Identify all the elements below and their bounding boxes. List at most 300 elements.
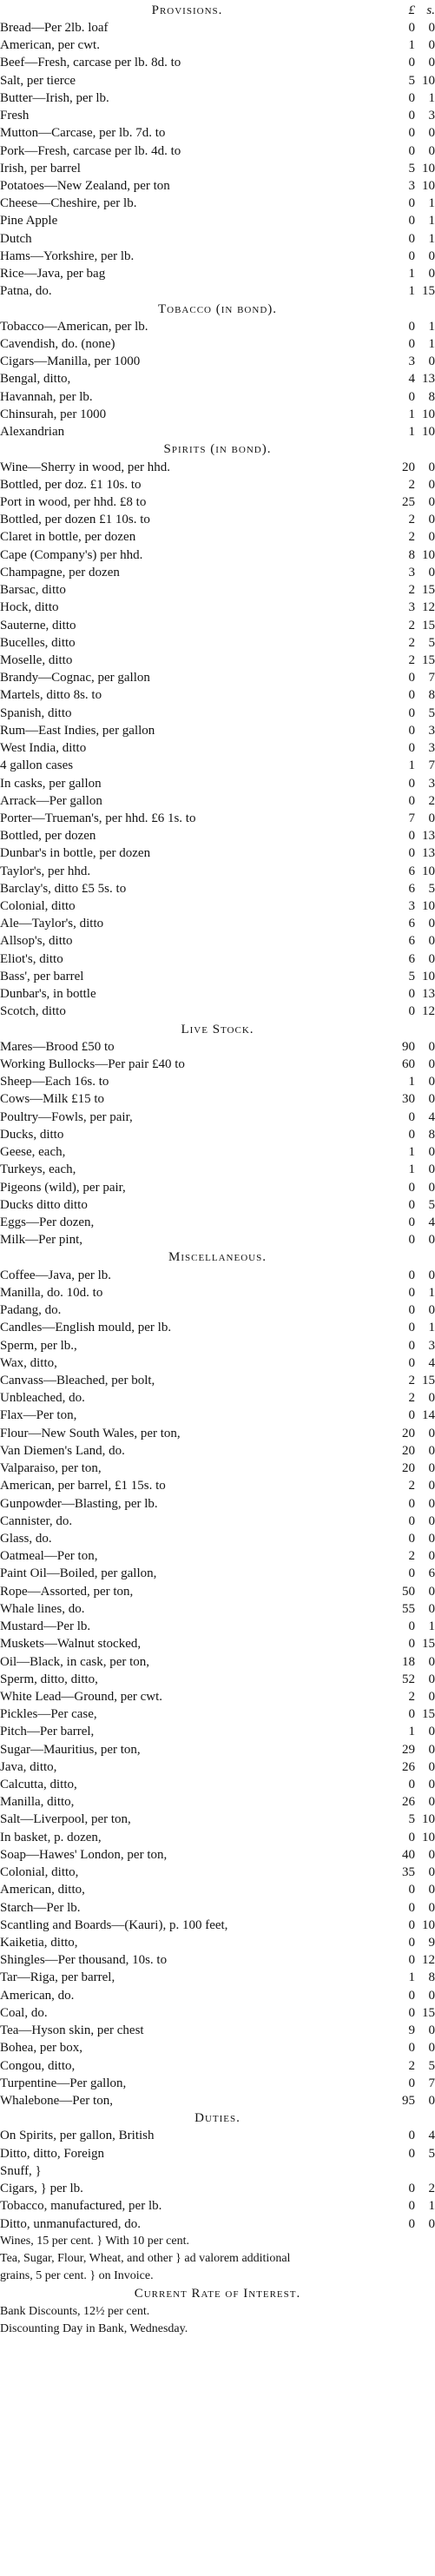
price-row (0, 2004, 435, 2022)
price-pounds: 0 (408, 1778, 415, 1791)
price-shillings: 0 (428, 1742, 435, 1757)
item-description: Sugar—Mauritius, per ton, (0, 1742, 141, 1757)
price-pounds: 5 (408, 969, 415, 983)
price-row (0, 1530, 435, 1547)
price-row (0, 1565, 435, 1582)
price-shillings: 0 (428, 1847, 435, 1862)
price-row (0, 2162, 435, 2180)
item-description: Porter—Trueman's, per hhd. £6 1s. to (0, 811, 196, 825)
price-pounds: 0 (408, 126, 415, 141)
price-pounds: 9 (408, 2023, 415, 2038)
price-pounds: 0 (408, 1936, 415, 1950)
item-description: American, ditto, (0, 1883, 85, 1897)
price-pounds: 0 (408, 1988, 415, 2003)
price-shillings: 0 (428, 1180, 435, 1195)
price-shillings: 0 (428, 1601, 435, 1616)
price-pounds: 0 (408, 776, 415, 791)
price-pounds: 0 (408, 1109, 415, 1124)
price-row (0, 1758, 435, 1776)
item-description: Wines, 15 per cent. } With 10 per cent. (0, 2234, 189, 2248)
item-description: Eliot's, ditto (0, 951, 63, 966)
price-pounds: 0 (408, 56, 415, 70)
item-description: Flour—New South Wales, per ton, (0, 1426, 181, 1440)
price-shillings: 0 (428, 143, 435, 158)
price-pounds: 0 (408, 2199, 415, 2214)
price-pounds: 2 (408, 1373, 415, 1387)
item-description: Unbleached, do. (0, 1391, 85, 1406)
price-row (0, 2197, 435, 2215)
item-description: Whalebone—Per ton, (0, 2094, 113, 2108)
item-description: Snuff, } (0, 2163, 42, 2178)
price-row (0, 1284, 435, 1301)
price-shillings: 9 (428, 1936, 435, 1950)
price-shillings: 15 (422, 284, 435, 299)
item-description: Pine Apple (0, 214, 58, 228)
price-pounds: 5 (408, 161, 415, 175)
price-shillings: 1 (428, 1619, 435, 1633)
price-row (0, 353, 435, 370)
item-description: Paint Oil—Boiled, per gallon, (0, 1566, 157, 1581)
price-shillings: 7 (428, 671, 435, 685)
price-pounds: 1 (408, 758, 415, 773)
item-description: Coal, do. (0, 2005, 48, 2020)
price-pounds: 2 (408, 1549, 415, 1564)
item-description: Pigeons (wild), per pair, (0, 1180, 126, 1195)
price-shillings: 4 (428, 1109, 435, 1124)
price-pounds: 0 (408, 1180, 415, 1195)
section-title: Spirits (in bond). (163, 442, 272, 457)
price-pounds: 0 (408, 2005, 415, 2020)
item-description: Barclay's, ditto £5 5s. to (0, 881, 127, 896)
item-description: Tea, Sugar, Flour, Wheat, and other } ad valorem additional (0, 2251, 291, 2265)
price-pounds: 0 (408, 90, 415, 105)
price-pounds: 1 (408, 267, 415, 281)
price-shillings: 10 (422, 1917, 435, 1932)
price-row (0, 406, 435, 423)
price-shillings: 0 (428, 1900, 435, 1915)
price-pounds: 1 (408, 407, 415, 421)
price-shillings: 3 (428, 109, 435, 123)
price-row (0, 1513, 435, 1530)
price-row (0, 1917, 435, 1934)
price-shillings: 0 (428, 38, 435, 53)
price-shillings: 0 (428, 1513, 435, 1528)
price-row (0, 1161, 435, 1178)
price-row (0, 36, 435, 54)
item-description: American, do. (0, 1988, 75, 2003)
price-pounds: 1 (408, 1145, 415, 1160)
price-shillings: 0 (428, 1443, 435, 1458)
price-row (0, 827, 435, 844)
price-row (0, 282, 435, 300)
price-row (0, 722, 435, 739)
price-row (0, 1337, 435, 1354)
price-pounds: 40 (402, 1847, 415, 1862)
item-description: Glass, do. (0, 1531, 52, 1546)
price-row (0, 1460, 435, 1477)
section-heading (0, 1021, 435, 1038)
note-line (0, 2233, 435, 2250)
item-description: Cigars, } per lb. (0, 2182, 83, 2196)
price-shillings: 10 (422, 407, 435, 421)
price-pounds: 7 (408, 811, 415, 825)
price-shillings: 0 (428, 934, 435, 949)
item-description: Sperm, per lb., (0, 1338, 77, 1353)
item-description: American, per cwt. (0, 38, 100, 53)
price-pounds: 0 (408, 1285, 415, 1300)
item-description: Dunbar's in bottle, per dozen (0, 846, 151, 861)
item-description: Salt, per tierce (0, 73, 76, 88)
price-shillings: 0 (428, 565, 435, 579)
price-pounds: 6 (408, 864, 415, 878)
price-pounds: 0 (408, 1619, 415, 1633)
price-row (0, 1881, 435, 1898)
item-description: Tobacco, manufactured, per lb. (0, 2199, 162, 2214)
price-shillings: 0 (428, 1883, 435, 1897)
price-row (0, 1090, 435, 1108)
price-shillings: 15 (422, 1707, 435, 1722)
price-shillings: 0 (428, 1795, 435, 1810)
item-description: Bread—Per 2lb. loaf (0, 21, 109, 35)
price-row (0, 1899, 435, 1917)
price-row (0, 1143, 435, 1161)
item-description: Bass', per barrel (0, 969, 84, 983)
item-description: Wine—Sherry in wood, per hhd. (0, 460, 171, 474)
price-pounds: 2 (408, 1689, 415, 1704)
price-pounds: 0 (408, 1355, 415, 1370)
price-shillings: 3 (428, 741, 435, 755)
item-description: Manilla, do. 10d. to (0, 1285, 103, 1300)
item-description: Potatoes—New Zealand, per ton (0, 179, 170, 193)
price-pounds: 3 (408, 179, 415, 193)
price-shillings: 0 (428, 1075, 435, 1089)
price-pounds: 0 (408, 1408, 415, 1423)
provisions-header (0, 2, 435, 19)
price-pounds: 0 (408, 1215, 415, 1229)
price-pounds: 20 (402, 1443, 415, 1458)
price-row (0, 1179, 435, 1196)
price-shillings: 15 (422, 1373, 435, 1387)
price-row (0, 915, 435, 932)
price-shillings: 1 (428, 196, 435, 211)
price-row (0, 1407, 435, 1424)
price-pounds: 0 (408, 688, 415, 703)
price-shillings: 7 (428, 758, 435, 773)
item-description: White Lead—Ground, per cwt. (0, 1689, 163, 1704)
price-shillings: 1 (428, 90, 435, 105)
price-row (0, 459, 435, 476)
price-pounds: 2 (408, 513, 415, 527)
price-shillings: 0 (428, 1092, 435, 1107)
item-description: Milk—Per pint, (0, 1233, 83, 1248)
price-shillings: 10 (422, 1812, 435, 1827)
price-shillings: 0 (428, 1039, 435, 1054)
price-row (0, 528, 435, 546)
price-shillings: 12 (422, 1004, 435, 1019)
price-shillings: 10 (422, 1830, 435, 1844)
price-shillings: 10 (422, 161, 435, 175)
page-title: Provisions. (151, 3, 223, 17)
price-shillings: 5 (428, 1197, 435, 1212)
price-pounds: 0 (408, 1233, 415, 1248)
price-pounds: 0 (408, 21, 415, 35)
price-shillings: 0 (428, 248, 435, 263)
price-row (0, 2075, 435, 2092)
price-row (0, 1056, 435, 1073)
price-row (0, 775, 435, 792)
price-row (0, 2145, 435, 2162)
price-row (0, 160, 435, 177)
price-pounds: 3 (408, 899, 415, 913)
price-row (0, 985, 435, 1003)
price-pounds: 1 (408, 38, 415, 53)
item-description: Muskets—Walnut stocked, (0, 1637, 142, 1652)
item-description: Turpentine—Per gallon, (0, 2076, 127, 2090)
item-description: 4 gallon cases (0, 758, 74, 773)
price-row (0, 1425, 435, 1442)
price-row (0, 370, 435, 387)
price-pounds: 1 (408, 425, 415, 440)
price-row (0, 932, 435, 950)
item-description: Rope—Assorted, per ton, (0, 1584, 134, 1599)
price-shillings: 0 (428, 1759, 435, 1774)
price-row (0, 1109, 435, 1126)
item-description: Tar—Riga, per barrel, (0, 1970, 115, 1985)
item-description: Scantling and Boards—(Kauri), p. 100 feet, (0, 1917, 228, 1932)
price-pounds: 0 (408, 1513, 415, 1528)
item-description: Hams—Yorkshire, per lb. (0, 248, 135, 263)
price-shillings: 10 (422, 73, 435, 88)
price-pounds: 0 (408, 1303, 415, 1318)
item-description: Salt—Liverpool, per ton, (0, 1812, 131, 1827)
item-description: Brandy—Cognac, per gallon (0, 671, 150, 685)
price-shillings: 0 (428, 1057, 435, 1071)
item-description: West India, ditto (0, 741, 87, 755)
price-row (0, 1073, 435, 1090)
item-description: Soap—Hawes' London, per ton, (0, 1847, 168, 1862)
item-description: Cows—Milk £15 to (0, 1092, 105, 1107)
price-pounds: 50 (402, 1584, 415, 1599)
price-row (0, 810, 435, 827)
price-shillings: 0 (428, 811, 435, 825)
price-shillings: 8 (428, 688, 435, 703)
price-pounds: 0 (408, 1883, 415, 1897)
price-pounds: 35 (402, 1865, 415, 1880)
price-pounds: 29 (402, 1742, 415, 1757)
price-shillings: 0 (428, 1391, 435, 1406)
price-row (0, 1846, 435, 1864)
price-row (0, 1495, 435, 1513)
item-description: Bottled, per dozen £1 10s. to (0, 513, 150, 527)
item-description: Irish, per barrel (0, 161, 81, 175)
price-pounds: 6 (408, 881, 415, 896)
price-pounds: 3 (408, 354, 415, 369)
price-row (0, 757, 435, 774)
item-description: Pork—Fresh, carcase per lb. 4d. to (0, 143, 181, 158)
section-title: Current Rate of Interest. (134, 2287, 301, 2301)
item-description: Hock, ditto (0, 600, 59, 615)
price-pounds: 0 (408, 214, 415, 228)
price-shillings: 0 (428, 354, 435, 369)
price-shillings: 13 (422, 829, 435, 844)
price-pounds: 1 (408, 1725, 415, 1739)
item-description: Claret in bottle, per dozen (0, 530, 136, 545)
price-row (0, 493, 435, 511)
item-description: Calcutta, ditto, (0, 1778, 77, 1791)
item-description: Valparaiso, per ton, (0, 1461, 102, 1475)
price-row (0, 89, 435, 107)
price-shillings: 0 (428, 1549, 435, 1564)
item-description: Moselle, ditto (0, 652, 73, 667)
price-shillings: 0 (428, 1426, 435, 1440)
price-shillings: 1 (428, 231, 435, 246)
item-description: Pickles—Per case, (0, 1707, 97, 1722)
price-pounds: 0 (408, 705, 415, 720)
item-description: Ditto, unmanufactured, do. (0, 2216, 142, 2231)
price-shillings: 1 (428, 337, 435, 351)
item-description: Padang, do. (0, 1303, 62, 1318)
price-row (0, 634, 435, 652)
price-row (0, 1126, 435, 1143)
price-shillings: 13 (422, 372, 435, 387)
price-shillings: 0 (428, 477, 435, 492)
item-description: Oil—Black, in cask, per ton, (0, 1654, 150, 1669)
price-row (0, 1600, 435, 1618)
section-heading (0, 2109, 435, 2127)
price-shillings: 15 (422, 618, 435, 632)
price-shillings: 8 (428, 389, 435, 404)
item-description: Congou, ditto, (0, 2058, 76, 2073)
item-description: American, per barrel, £1 15s. to (0, 1479, 166, 1493)
price-row (0, 1477, 435, 1494)
price-shillings: 8 (428, 1970, 435, 1985)
price-shillings: 10 (422, 179, 435, 193)
price-pounds: 2 (408, 618, 415, 632)
price-pounds: 0 (408, 2129, 415, 2143)
price-shillings: 15 (422, 583, 435, 597)
item-description: Flax—Per ton, (0, 1408, 77, 1423)
price-pounds: 20 (402, 1461, 415, 1475)
price-row (0, 72, 435, 89)
price-shillings: 0 (428, 1584, 435, 1599)
price-row (0, 1547, 435, 1565)
price-shillings: 0 (428, 917, 435, 931)
price-shillings: 14 (422, 1408, 435, 1423)
item-description: Java, ditto, (0, 1759, 57, 1774)
price-row (0, 1829, 435, 1846)
price-shillings: 0 (428, 1988, 435, 2003)
price-shillings: 6 (428, 1566, 435, 1581)
price-pounds: 26 (402, 1795, 415, 1810)
price-pounds: 0 (408, 793, 415, 808)
item-description: Dutch (0, 231, 32, 246)
price-row (0, 564, 435, 581)
price-pounds: 0 (408, 1531, 415, 1546)
price-pounds: 90 (402, 1039, 415, 1054)
item-description: Bengal, ditto, (0, 372, 71, 387)
price-pounds: 0 (408, 389, 415, 404)
item-description: Allsop's, ditto (0, 934, 73, 949)
price-pounds: 0 (408, 741, 415, 755)
item-description: Shingles—Per thousand, 10s. to (0, 1953, 168, 1968)
item-description: Poultry—Fowls, per pair, (0, 1109, 133, 1124)
item-description: Mustard—Per lb. (0, 1619, 91, 1633)
item-description: Arrack—Per gallon (0, 793, 102, 808)
price-shillings: 1 (428, 214, 435, 228)
price-row (0, 1934, 435, 1951)
price-shillings: 3 (428, 776, 435, 791)
section-title: Miscellaneous. (168, 1250, 267, 1265)
price-pounds: 6 (408, 951, 415, 966)
price-pounds: 0 (408, 1496, 415, 1511)
item-description: Sheep—Each 16s. to (0, 1075, 109, 1089)
item-description: Pitch—Per barrel, (0, 1725, 95, 1739)
item-description: Colonial, ditto, (0, 1865, 79, 1880)
price-shillings: 0 (428, 1479, 435, 1493)
price-pounds: 55 (402, 1601, 415, 1616)
price-shillings: 0 (428, 1778, 435, 1791)
price-shillings: 4 (428, 1215, 435, 1229)
price-shillings: 3 (428, 1338, 435, 1353)
price-shillings: 5 (428, 705, 435, 720)
note-line (0, 2321, 435, 2338)
price-shillings: 0 (428, 530, 435, 545)
item-description: Scotch, ditto (0, 1004, 66, 1019)
price-pounds: 1 (408, 1075, 415, 1089)
price-row (0, 1969, 435, 1986)
price-pounds: 0 (408, 1917, 415, 1932)
price-shillings: 1 (428, 1285, 435, 1300)
price-shillings: 0 (428, 2041, 435, 2056)
item-description: Butter—Irish, per lb. (0, 90, 109, 105)
price-pounds: 2 (408, 1479, 415, 1493)
price-row (0, 335, 435, 353)
item-description: Geese, each, (0, 1145, 66, 1160)
item-description: Rice—Java, per bag (0, 267, 106, 281)
price-shillings: 0 (428, 1268, 435, 1282)
price-row (0, 863, 435, 880)
price-pounds: 25 (402, 494, 415, 509)
item-description: Champagne, per dozen (0, 565, 120, 579)
item-description: Mutton—Carcase, per lb. 7d. to (0, 126, 166, 141)
price-row (0, 1705, 435, 1723)
price-shillings: 0 (428, 1654, 435, 1669)
price-row (0, 511, 435, 528)
item-description: Bucelles, ditto (0, 635, 76, 650)
price-row (0, 1354, 435, 1372)
price-row (0, 1811, 435, 1828)
item-description: Canvass—Bleached, per bolt, (0, 1373, 155, 1387)
price-row (0, 1864, 435, 1881)
price-pounds: 6 (408, 917, 415, 931)
price-row (0, 1723, 435, 1740)
price-pounds: 0 (408, 1268, 415, 1282)
price-shillings: 0 (428, 21, 435, 35)
item-description: Tobacco—American, per lb. (0, 319, 148, 334)
item-description: Bottled, per doz. £1 10s. to (0, 477, 142, 492)
price-row (0, 844, 435, 862)
price-row (0, 1038, 435, 1056)
price-row (0, 599, 435, 616)
price-pounds: 20 (402, 1426, 415, 1440)
section-title: Live Stock. (181, 1022, 254, 1036)
price-pounds: 0 (408, 2216, 415, 2231)
price-shillings: 15 (422, 1637, 435, 1652)
price-pounds: 20 (402, 460, 415, 474)
price-row (0, 2022, 435, 2039)
price-shillings: 2 (428, 793, 435, 808)
price-pounds: 0 (408, 987, 415, 1002)
